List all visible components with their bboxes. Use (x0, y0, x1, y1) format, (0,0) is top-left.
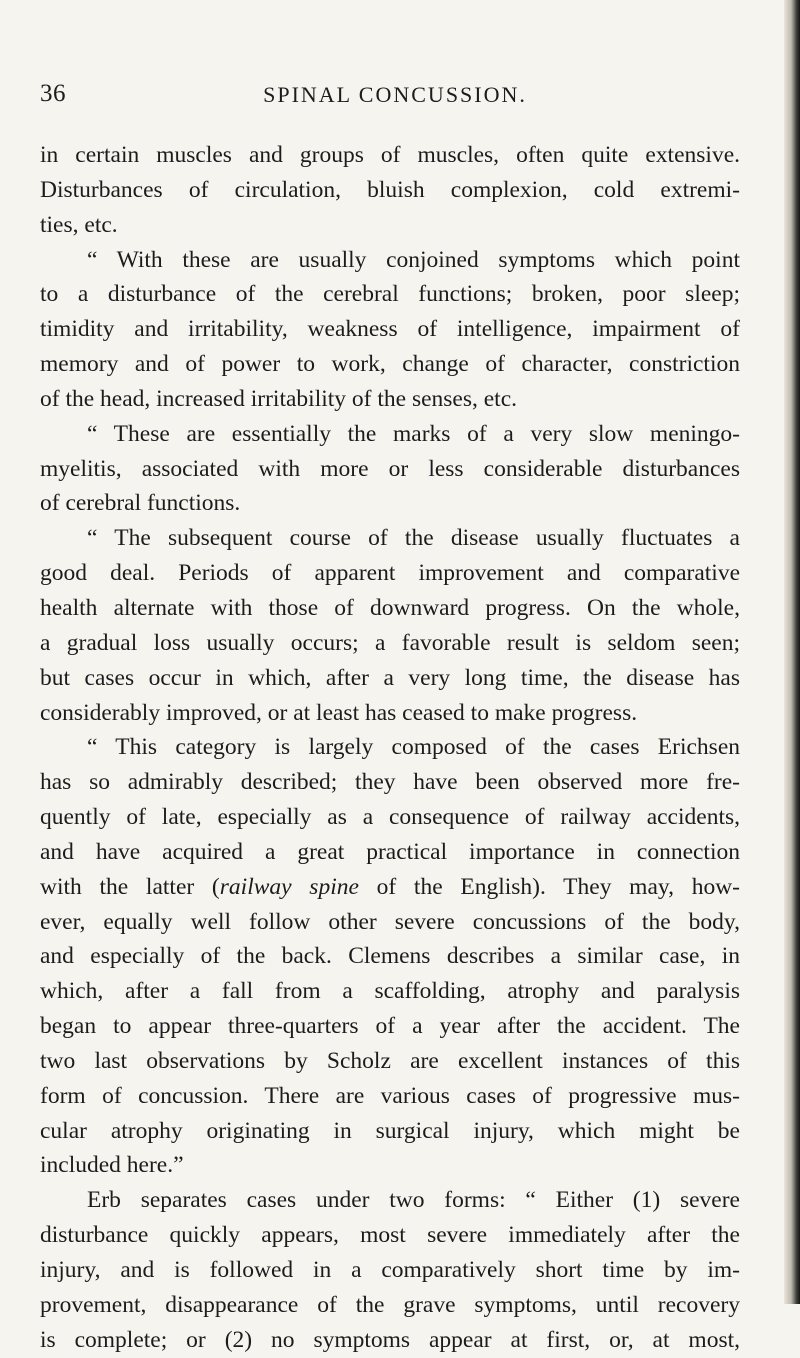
text-line: myelitis, associated with more or less considerable disturbances (40, 455, 740, 482)
text-line (40, 870, 740, 905)
body-text (40, 138, 740, 1358)
text-line: and have acquired a great practical importance in connection (40, 838, 740, 865)
text-line: ties, etc. (40, 211, 118, 238)
text-line: Disturbances of circulation, bluish complexion, cold extremi- (40, 176, 740, 203)
text-line: to a disturbance of the cerebral functions; broken, poor sleep; (40, 281, 740, 308)
text-line: “ These are essentially the marks of a very slow meningo- (87, 420, 740, 447)
text-line: two last observations by Scholz are excellent instances of this (40, 1047, 740, 1074)
text-line: disturbance quickly appears, most severe immediately after the (40, 1222, 740, 1249)
text-line: health alternate with those of downward progress. On the whole, (40, 594, 740, 621)
text-line: provement, disappearance of the grave symptoms, until recovery (40, 1291, 740, 1318)
text-line: form of concussion. There are various cases of progressive mus- (40, 1082, 740, 1109)
text-line: good deal. Periods of apparent improvement and comparative (40, 560, 740, 587)
text-line: and especially of the back. Clemens describes a similar case, in (40, 943, 740, 970)
text-line: memory and of power to work, change of character, constriction (40, 351, 740, 378)
text-line: ever, equally well follow other severe concussions of the body, (40, 908, 740, 935)
text-line: Erb separates cases under two forms: “ Either (1) severe (87, 1187, 740, 1214)
text-line: of the head, increased irritability of the senses, etc. (40, 385, 517, 412)
italic-term: railway spine (219, 873, 359, 900)
text-segment: with the latter ( (40, 873, 220, 900)
text-line: considerably improved, or at least has ceased to make progress. (40, 699, 638, 726)
text-line: timidity and irritability, weakness of intelligence, impairment of (40, 316, 740, 343)
text-line: which, after a fall from a scaffolding, atrophy and paralysis (40, 978, 740, 1005)
text-line: quently of late, especially as a consequence of railway accidents, (40, 804, 740, 831)
text-line: injury, and is followed in a comparatively short time by im- (40, 1257, 740, 1283)
text-line: but cases occur in which, after a very long time, the disease has (40, 664, 740, 691)
text-line: cular atrophy originating in surgical injury, which might be (40, 1117, 740, 1144)
page-binding-edge (784, 0, 800, 1304)
text-line: is complete; or (2) no symptoms appear at first, or, at most, (40, 1326, 740, 1353)
text-line: has so admirably described; they have been observed more fre- (40, 769, 740, 796)
text-line: a gradual loss usually occurs; a favorable result is seldom seen; (40, 629, 740, 656)
page-header (40, 80, 730, 116)
text-line: “ The subsequent course of the disease usually fluctuates a (87, 525, 740, 552)
text-line: “ This category is largely composed of the cases Erichsen (87, 734, 740, 761)
text-line: included here.” (40, 1152, 184, 1179)
text-line: in certain muscles and groups of muscles, often quite extensive. (40, 142, 740, 168)
text-line: began to appear three-quarters of a year after the accident. The (40, 1013, 740, 1040)
running-title: SPINAL CONCUSSION. (263, 82, 527, 107)
text-line: of cerebral functions. (40, 490, 241, 517)
page-number: 36 (40, 80, 66, 107)
text-segment: of the English). They may, how- (358, 873, 740, 900)
text-line: “ With these are usually conjoined symptoms which point (87, 246, 740, 273)
